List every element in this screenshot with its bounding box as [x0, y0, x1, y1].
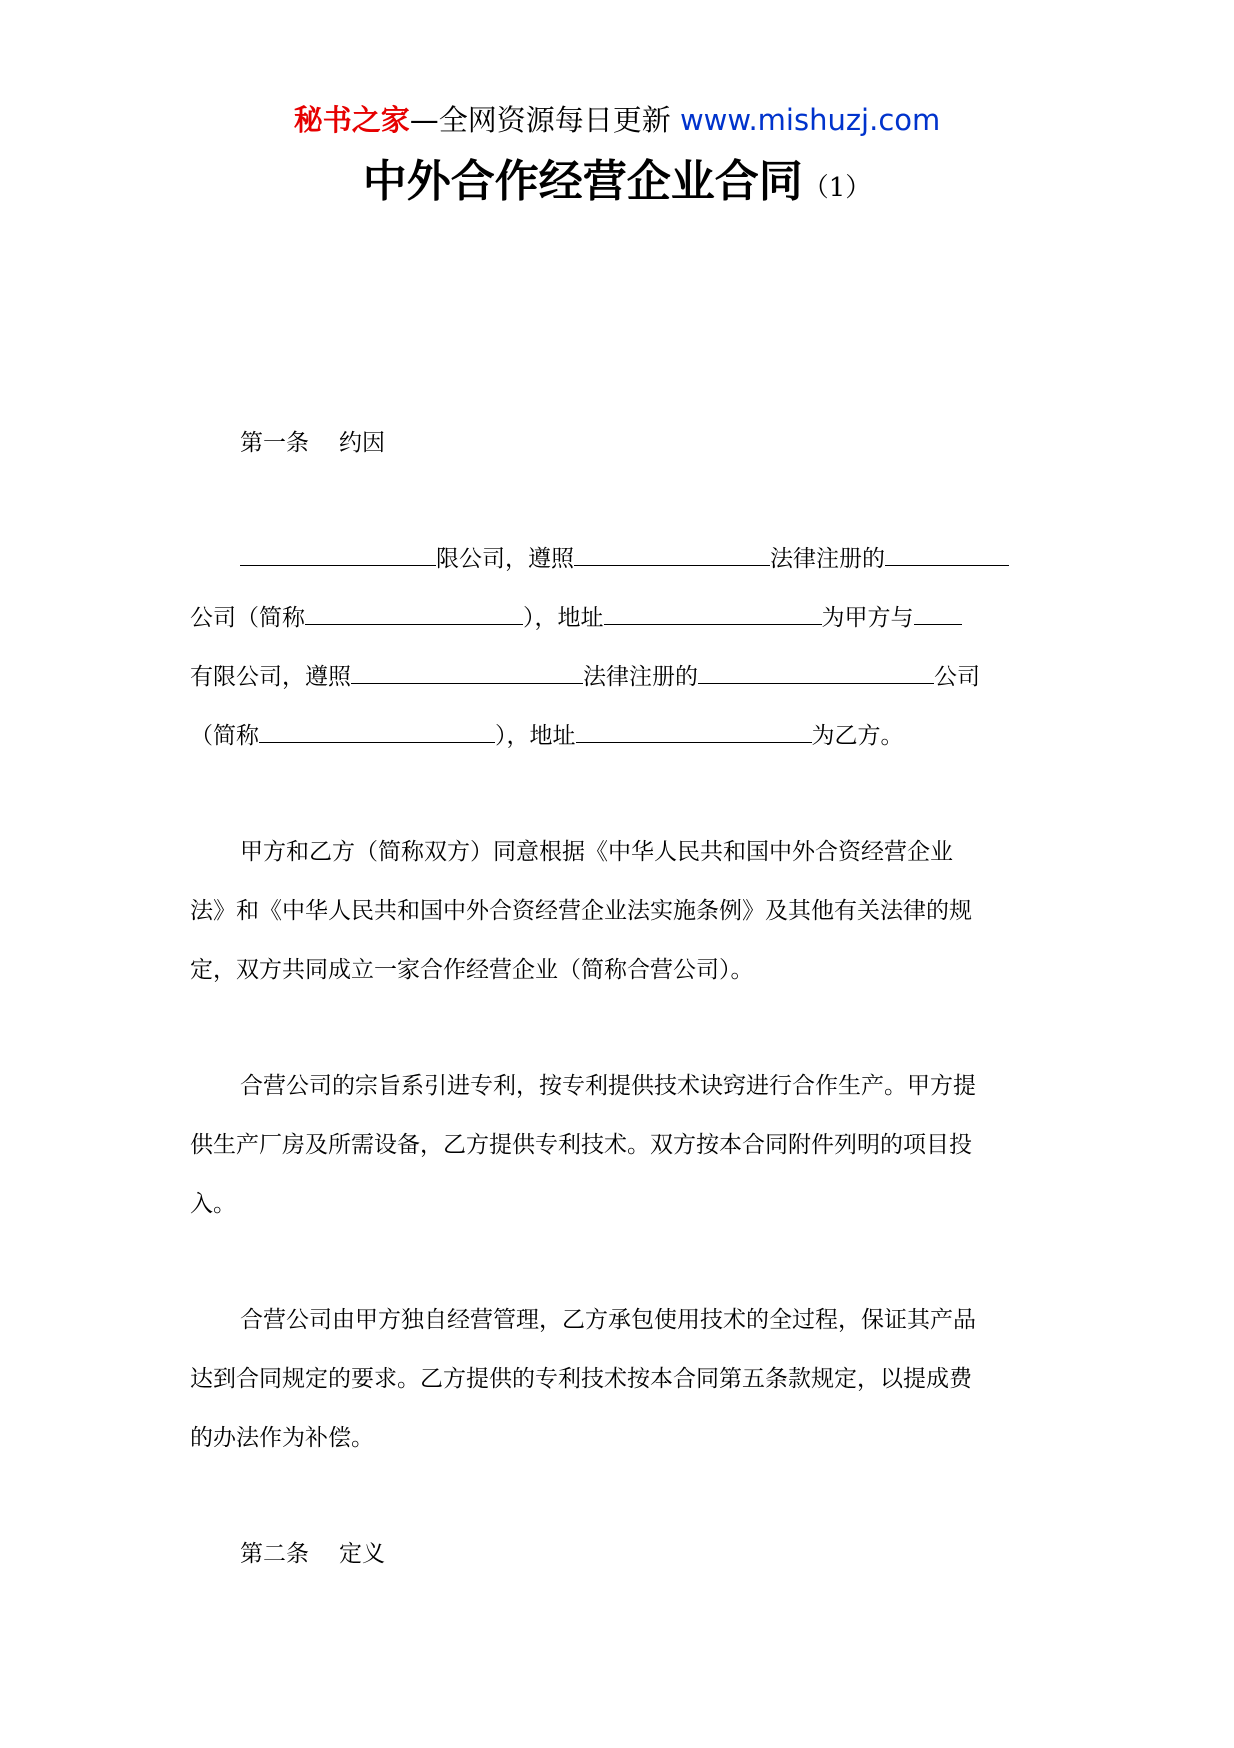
article-2-name: 定义 [339, 1541, 385, 1567]
site-header [0, 100, 1234, 140]
site-name: 秘书之家 [293, 103, 410, 137]
parties-text: 法律注册的 [770, 546, 885, 572]
parties-text: 为甲方与 [821, 605, 914, 631]
parties-text: （简称 [190, 723, 259, 749]
parties-text: 有限公司，遵照 [190, 664, 351, 690]
paragraph-2-line: 定，双方共同成立一家合作经营企业（简称合营公司）。 [190, 957, 754, 983]
parties-text: 法律注册的 [583, 664, 698, 690]
article-1-number: 第一条 [240, 430, 309, 456]
parties-line-1 [240, 539, 1042, 579]
paragraph-3-line: 供生产厂房及所需设备，乙方提供专利技术。双方按本合同附件列明的项目投 [190, 1132, 972, 1158]
blank-field [698, 657, 934, 684]
blank-field [351, 657, 583, 684]
article-2-number: 第二条 [240, 1541, 309, 1567]
paragraph-4-line: 达到合同规定的要求。乙方提供的专利技术按本合同第五条款规定，以提成费 [190, 1366, 972, 1392]
blank-field [576, 716, 812, 743]
parties-line-2 [190, 598, 1042, 638]
blank-field [885, 539, 1009, 566]
blank-field [305, 598, 523, 625]
paragraph-3-line: 合营公司的宗旨系引进专利，按专利提供技术诀窍进行合作生产。甲方提 [240, 1073, 976, 1099]
document-title [0, 150, 1234, 214]
document-title-number: （1） [802, 173, 872, 203]
paragraph-4-line: 的办法作为补偿。 [190, 1425, 374, 1451]
blank-field [259, 716, 495, 743]
article-2-heading [240, 1534, 1092, 1574]
article-1-heading [240, 423, 1092, 463]
blank-field [574, 539, 770, 566]
paragraph-2-line: 甲方和乙方（简称双方）同意根据《中华人民共和国中外合资经营企业 [240, 839, 953, 865]
parties-text: 为乙方。 [811, 723, 904, 749]
document-title-main: 中外合作经营企业合同 [362, 156, 803, 207]
parties-text: 限公司，遵照 [436, 546, 574, 572]
paragraph-4-line: 合营公司由甲方独自经营管理，乙方承包使用技术的全过程，保证其产品 [240, 1307, 976, 1333]
site-url-link[interactable]: www.mishuzj.com [679, 103, 941, 137]
blank-field [914, 598, 962, 625]
parties-text: ），地址 [495, 723, 576, 749]
parties-line-3 [190, 657, 1042, 697]
blank-field [604, 598, 822, 625]
parties-line-4 [190, 716, 1042, 756]
article-1-name: 约因 [339, 430, 385, 456]
paragraph-3-line: 入。 [190, 1191, 236, 1217]
site-tagline: —全网资源每日更新 [409, 103, 671, 137]
blank-field [240, 539, 436, 566]
paragraph-2-line: 法》和《中华人民共和国中外合资经营企业法实施条例》及其他有关法律的规 [190, 898, 972, 924]
parties-text: ），地址 [523, 605, 604, 631]
parties-text: 公司 [934, 664, 980, 690]
parties-text: 公司（简称 [190, 605, 305, 631]
